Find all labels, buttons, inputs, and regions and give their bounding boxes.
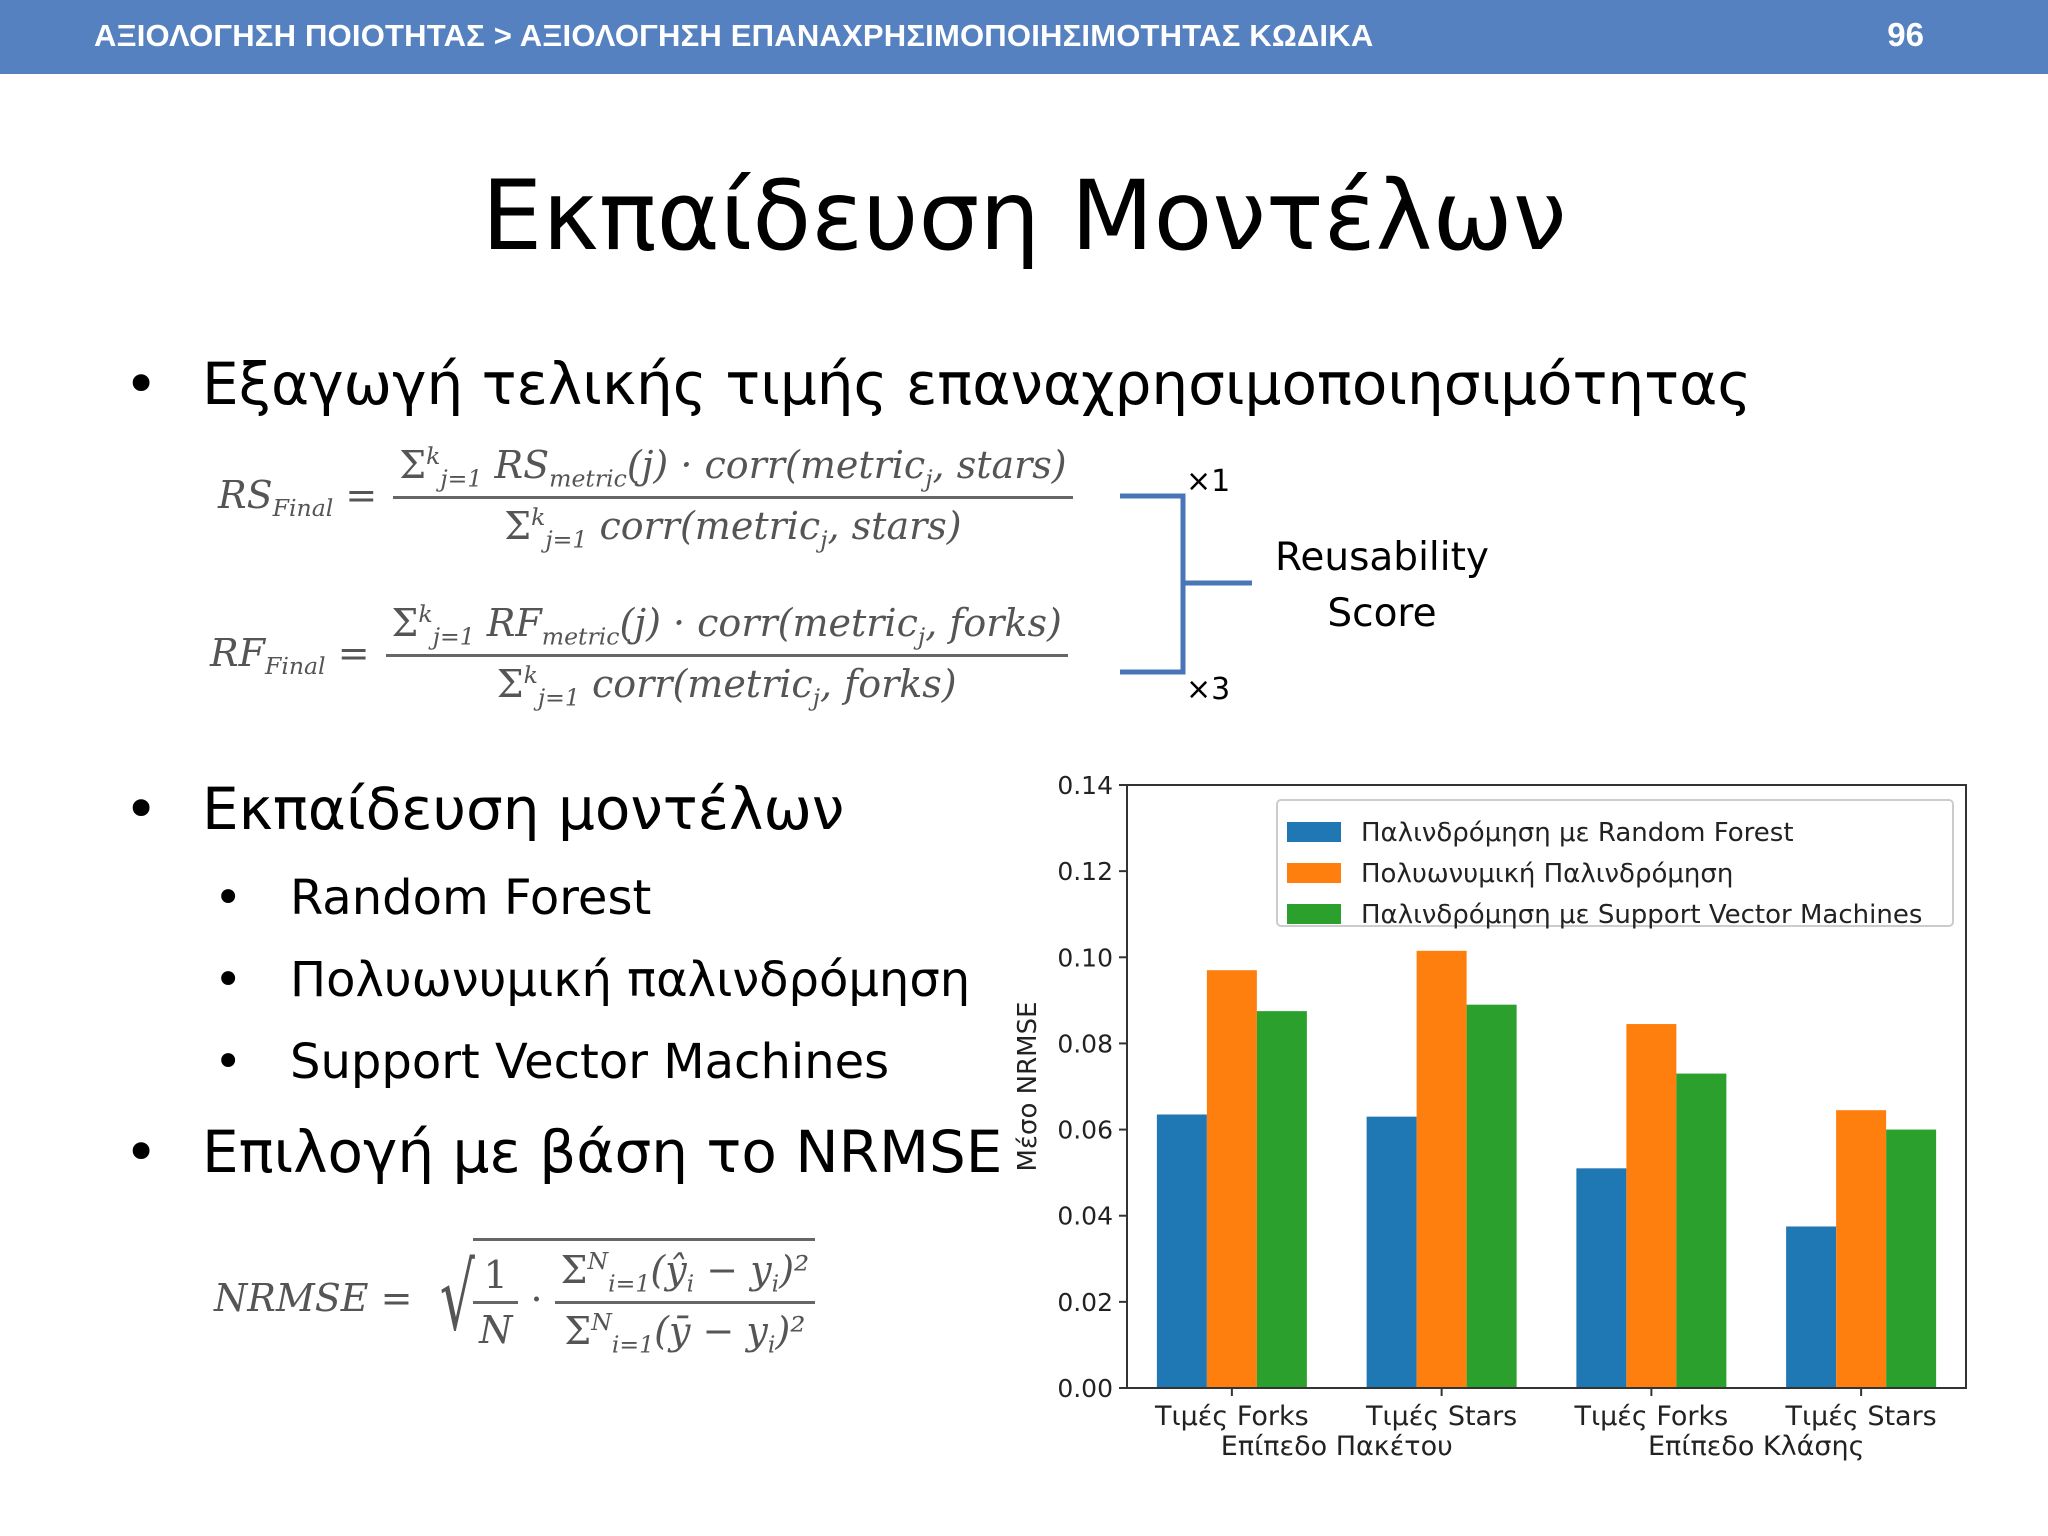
bar xyxy=(1417,951,1467,1388)
bar xyxy=(1886,1130,1936,1388)
bullet-text: Εκπαίδευση μοντέλων xyxy=(202,775,845,843)
rs-lhs: $RS_{Final}$ = xyxy=(218,473,378,523)
bullet-text: Επιλογή με βάση το NRMSE xyxy=(202,1118,1003,1186)
y-tick-label: 0.00 xyxy=(1057,1374,1113,1403)
sqrt-content: $\frac{1}{N}$ · $\frac{\Sigma^N_{i=1}(ŷ_i - y_i)^2}{\Sigma^N_{i=1}(ȳ - y_i)^2}$ xyxy=(473,1238,815,1359)
bullet-marker: • xyxy=(124,350,159,418)
page-number: 96 xyxy=(1887,16,1924,53)
x-tick-label: Τιμές Stars xyxy=(1365,1401,1518,1432)
sqrt-symbol: √ xyxy=(440,1244,476,1352)
y-tick-label: 0.04 xyxy=(1057,1201,1113,1231)
x-group-label: Επίπεδο Πακέτου xyxy=(1220,1431,1453,1462)
rs-fraction: $\frac{\Sigma^k_{j=1} RS_{metric}(j) \cdot corr(metric_j, stars)}{\Sigma^k_{j=1} corr(metric_j, stars)}$ xyxy=(393,442,1072,554)
bar xyxy=(1367,1117,1417,1388)
x-tick-label: Τιμές Forks xyxy=(1574,1401,1729,1432)
bar xyxy=(1626,1024,1676,1388)
breadcrumb: ΑΞΙΟΛΟΓΗΣΗ ΠΟΙΟΤΗΤΑΣ > ΑΞΙΟΛΟΓΗΣΗ ΕΠΑΝΑΧΡΗΣΙΜΟΠΟΙΗΣΙΜΟΤΗΤΑΣ ΚΩΔΙΚΑ xyxy=(94,18,1374,53)
nrmse-bar-chart xyxy=(1013,771,1966,1462)
legend-label: Παλινδρόμηση με Random Forest xyxy=(1361,818,1794,848)
legend-label: Παλινδρόμηση με Support Vector Machines xyxy=(1361,900,1923,930)
nrmse-lhs: NRMSE = xyxy=(214,1276,413,1321)
bracket-line xyxy=(1120,496,1183,672)
bar xyxy=(1207,970,1257,1388)
sub-bullet-svm: • Support Vector Machines xyxy=(214,1034,890,1090)
bar xyxy=(1576,1168,1626,1388)
y-tick-label: 0.08 xyxy=(1057,1029,1113,1059)
sub-bullet-polynomial: • Πολυωνυμική παλινδρόμηση xyxy=(214,952,971,1008)
y-tick-label: 0.14 xyxy=(1057,771,1113,800)
legend-label: Πολυωνυμική Παλινδρόμηση xyxy=(1361,859,1734,889)
y-tick-label: 0.06 xyxy=(1057,1115,1113,1145)
x-group-label: Επίπεδο Κλάσης xyxy=(1648,1431,1865,1462)
bullet-text: Εξαγωγή τελικής τιμής επαναχρησιμοποιησιμότητας xyxy=(202,350,1752,418)
bar xyxy=(1257,1011,1307,1388)
sub-bullet-random-forest: • Random Forest xyxy=(214,870,652,926)
y-tick-label: 0.12 xyxy=(1057,857,1113,887)
bar xyxy=(1676,1074,1726,1388)
y-axis-label: Μέσο NRMSE xyxy=(1013,1001,1043,1172)
bullet-marker: • xyxy=(124,1118,159,1186)
bar xyxy=(1836,1110,1886,1388)
x-tick-label: Τιμές Stars xyxy=(1785,1401,1937,1432)
reusability-score-label: Reusability Score xyxy=(1275,535,1489,636)
legend-swatch xyxy=(1287,822,1341,842)
reusability-bracket xyxy=(1120,496,1252,672)
x-tick-label: Τιμές Forks xyxy=(1155,1401,1309,1432)
legend-swatch xyxy=(1287,904,1341,924)
slide-title: Εκπαίδευση Μοντέλων xyxy=(481,160,1567,272)
y-tick-label: 0.02 xyxy=(1057,1287,1113,1317)
rf-lhs: $RF_{Final}$ = xyxy=(210,631,370,681)
bar xyxy=(1467,1005,1517,1388)
legend-swatch xyxy=(1287,863,1341,883)
rf-fraction: $\frac{\Sigma^k_{j=1} RF_{metric}(j) \cdot corr(metric_j, forks)}{\Sigma^k_{j=1} corr(metric_j, forks)}$ xyxy=(386,600,1068,712)
bar xyxy=(1157,1114,1207,1388)
multiplier-top-label: ×1 xyxy=(1186,464,1231,499)
multiplier-bottom-label: ×3 xyxy=(1186,672,1231,707)
bullet-marker: • xyxy=(124,775,159,843)
bar xyxy=(1786,1226,1836,1388)
y-tick-label: 0.10 xyxy=(1057,943,1113,973)
